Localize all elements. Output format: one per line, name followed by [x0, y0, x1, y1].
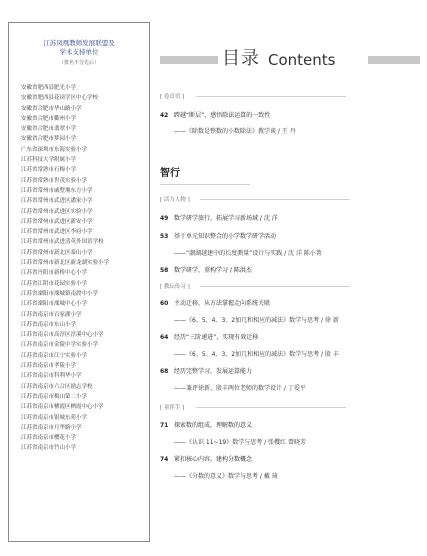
school-item: 江苏省南京市百家湖小学 [21, 311, 82, 318]
toc-entry [160, 265, 252, 274]
school-item: 安徽省肥西县肥光小学 [21, 85, 77, 91]
contents-title-en: Contents [268, 51, 336, 69]
entry-subtitle: ——《6、5、4、3、2加几和相应的减法》数学与思考 / 徐 新 [174, 317, 339, 324]
page-number: 60 [160, 300, 169, 307]
page-number: 68 [160, 368, 169, 375]
section-tag: [ 活力人物 ] [160, 197, 190, 203]
toc-entry [160, 298, 270, 307]
school-item: 江苏省南京市银城东苑小学 [21, 414, 88, 421]
entry-title: 数学研学，重构学习 / 陈洪杰 [174, 267, 252, 274]
entry-title: 经历“三阶递进”，实现有效迁移 [174, 334, 259, 341]
school-item: 江苏省南京市栖霞区栖霞中心小学 [21, 404, 104, 411]
school-item: 江苏省南京市科利华小学 [21, 373, 82, 380]
sidebar-subtitle: （排名不分先后） [58, 60, 99, 66]
school-item: 江苏省南京市金陵中学实验小学 [21, 342, 99, 349]
page-number: 42 [160, 112, 169, 119]
entry-title: 跨越“断层”，感悟除法运算的一致性 [174, 112, 271, 119]
section-tag: [ 童伴手 ] [160, 405, 185, 411]
school-item: 江苏省南京市东山小学 [21, 321, 77, 328]
header-bar-right [368, 56, 420, 64]
school-item: 江苏省南京市高淳区淳溪中心小学 [21, 332, 104, 339]
school-item: 安徽省肥西县花岗学区中心学校 [21, 95, 99, 102]
school-item: 安徽省合肥市华山路小学 [21, 105, 82, 112]
toc-entry [160, 231, 276, 240]
school-list [21, 83, 109, 454]
divider [196, 407, 346, 408]
entry-title: 探索数的组成，理解数的意义 [174, 422, 253, 429]
school-item: 江苏省南京市孝陵小学 [21, 363, 77, 370]
page-number: 49 [160, 215, 169, 222]
school-item: 江苏省常州市武进清英外国语学校 [21, 239, 104, 246]
sidebar-title [9, 39, 149, 57]
school-item: 江苏省丹阳市新桥中心小学 [21, 270, 88, 277]
page-number: 53 [160, 233, 169, 240]
contents-title: 目录 [222, 48, 260, 69]
school-item: 江苏省江阴市花园实验小学 [21, 280, 88, 287]
school-item: 安徽省合肥市翡翠小学 [21, 126, 77, 133]
sidebar-title-line1: 江苏凤凰教师发展联盟及 [43, 39, 115, 47]
school-item: 江苏省常州市新北区新龙湖实验小学 [21, 260, 110, 267]
page-number: 74 [160, 456, 169, 463]
entry-title: 基于单元知识整合的小学数学研学活动 [174, 233, 277, 240]
contents-header [160, 48, 420, 70]
school-item: 江苏省南京市樱花小学 [21, 435, 77, 442]
school-item: 安徽省合肥市衢州小学 [21, 115, 77, 122]
sidebar-title-line2: 学术支持单位 [59, 48, 99, 56]
entry-subtitle: ——《认识 11~19》数学与思考 / 张樱红 曾晓芳 [174, 439, 306, 446]
entry-subtitle: ——《分数的意义》数学与思考 / 戴 琦 [174, 473, 278, 480]
school-item: 江苏省常州市武进区潘家小学 [21, 198, 93, 205]
school-item: 江苏省常州市武进区新安小学 [21, 218, 93, 225]
toc-entry [160, 420, 252, 429]
page-number: 71 [160, 422, 169, 429]
school-item: 江苏省南京市竹山小学 [21, 445, 77, 452]
entry-title: 紧扣核心内容，建构分数概念 [174, 456, 253, 463]
toc-entry [160, 454, 252, 463]
divider [196, 96, 346, 97]
school-item: 江苏省常熟市石梅小学 [21, 167, 77, 174]
entry-subtitle: ——《除数是整数的小数除法》教学谈 / 王 丹 [174, 128, 296, 135]
entry-title: 数学研学旅行，拓展学习新场域 / 沈 洋 [174, 215, 278, 222]
school-item: 江苏省溧阳市溧城镇南渡中小学 [21, 290, 99, 297]
page-number: 64 [160, 334, 169, 341]
toc-entry [160, 213, 278, 222]
page-number: 58 [160, 267, 169, 274]
school-item: 江苏省常熟市世茂实验小学 [21, 177, 88, 184]
divider [200, 199, 350, 200]
entry-subtitle: ——《6、5、4、3、2加几和相应的减法》数学与思考 / 殷 丰 [174, 351, 339, 358]
entry-title: 主动迁移，从方法掌握走向系统关联 [174, 300, 271, 307]
school-item: 江苏省溧阳市溧城中心小学 [21, 301, 88, 308]
school-item: 江苏省南京市六合区励志学校 [21, 383, 93, 390]
school-item: 江苏省南京市梅山第二小学 [21, 393, 88, 400]
divider [200, 286, 350, 287]
school-item: 广东省深圳市东海实验小学 [21, 146, 88, 153]
toc-entry [160, 110, 270, 119]
toc-entry [160, 332, 258, 341]
school-item: 江苏省常州市武进区李府小学 [21, 229, 93, 236]
school-item: 江苏科技大学附属小学 [21, 157, 77, 164]
school-item: 江苏省南京市月华路小学 [21, 424, 82, 431]
header-bar-left [160, 56, 218, 64]
section-tag: [ 卷首语 ] [160, 94, 185, 100]
toc-entry [160, 366, 252, 375]
school-item: 江苏省常州市新北区泰山小学 [21, 249, 93, 256]
school-item: 江苏省常州市武进区实验小学 [21, 208, 93, 215]
partner-sidebar [8, 22, 150, 542]
school-item: 江苏省南京市江宁实验小学 [21, 352, 88, 359]
entry-subtitle: ——兼评徐新、殷丰两位老师的数学设计 / 丁爱平 [174, 385, 306, 392]
school-item: 安徽省合肥市梦园小学 [21, 136, 77, 143]
section-heading: 智行 [160, 168, 180, 179]
entry-title: 经历完整学习，发展运算能力 [174, 368, 253, 375]
section-divider [160, 184, 250, 185]
entry-subtitle: ——“潮湖越建中的长度测量”设计与实践 / 沈 洋 陈小菁 [174, 250, 322, 257]
section-tag: [ 教坛传习 ] [160, 284, 190, 290]
school-item: 江苏省常州市戚墅堰东方小学 [21, 187, 93, 194]
